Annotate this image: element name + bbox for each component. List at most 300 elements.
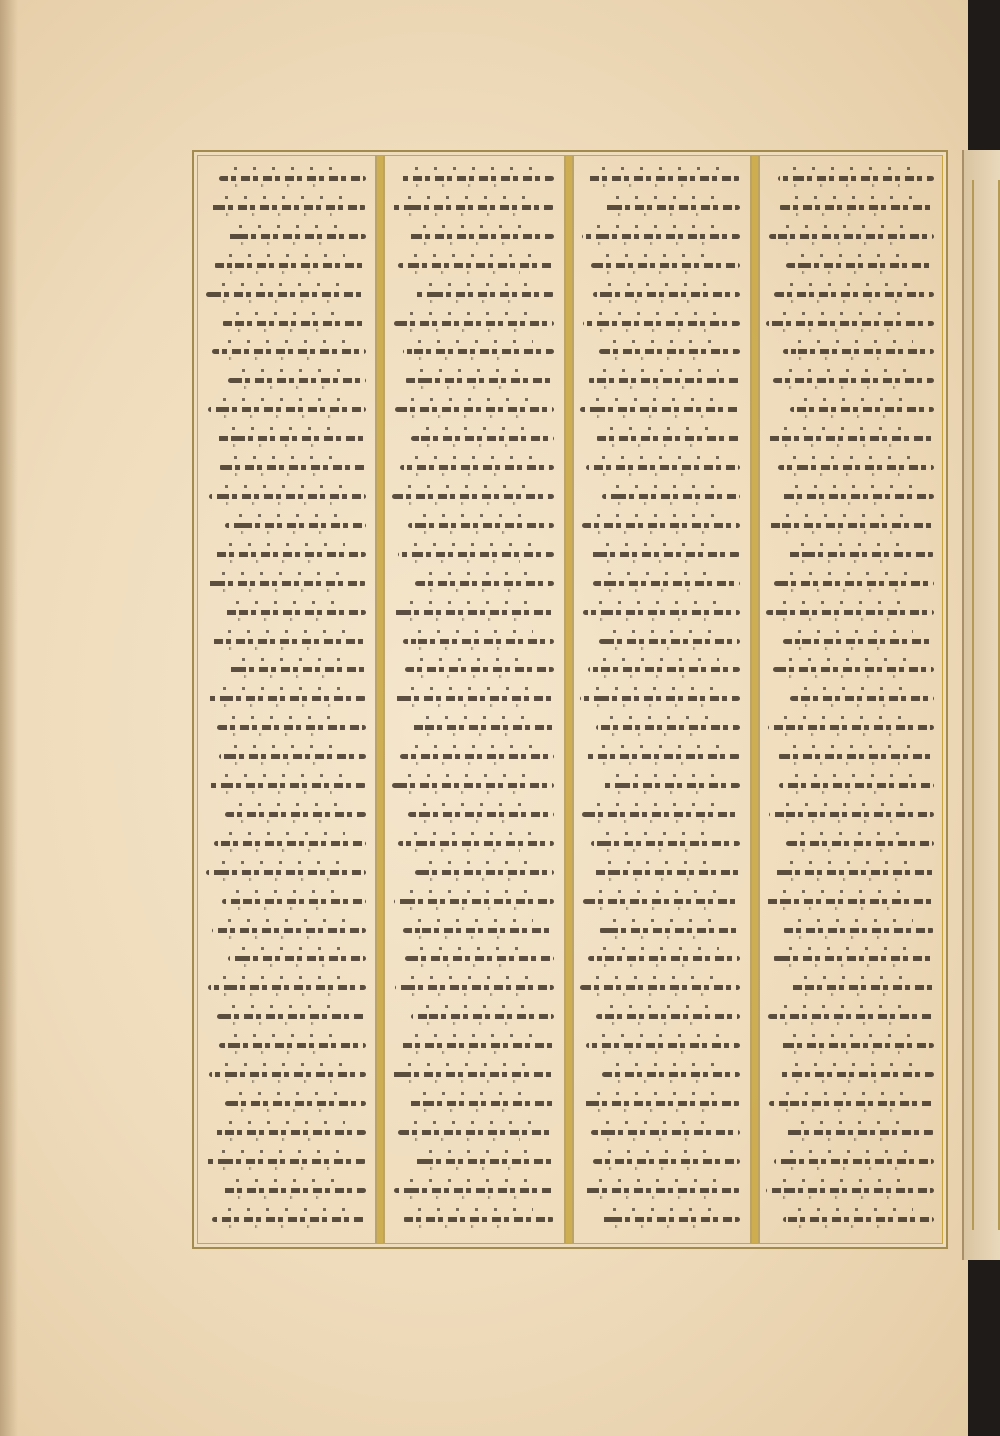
calligraphy-stroke (206, 870, 366, 875)
verse-line (206, 887, 366, 915)
calligraphy-stroke (582, 523, 740, 528)
calligraphy-stroke (779, 783, 934, 788)
calligraphy-stroke (405, 667, 554, 672)
verse-line (392, 193, 554, 221)
verse-line (766, 829, 934, 857)
calligraphy-stroke (582, 812, 740, 817)
calligraphy-stroke (214, 1130, 366, 1135)
text-column-4 (758, 156, 942, 1243)
verse-line (580, 511, 740, 539)
verse-line (392, 944, 554, 972)
verse-line (206, 858, 366, 886)
verse-line (392, 627, 554, 655)
calligraphy-stroke (225, 1101, 366, 1106)
verse-line (392, 395, 554, 423)
calligraphy-stroke (395, 985, 554, 990)
calligraphy-stroke (398, 552, 554, 557)
verse-line (206, 1176, 366, 1204)
calligraphy-stroke (392, 494, 554, 499)
calligraphy-stroke (415, 581, 554, 586)
calligraphy-stroke (408, 234, 554, 239)
calligraphy-stroke (602, 494, 740, 499)
verse-line (206, 771, 366, 799)
calligraphy-stroke (411, 725, 554, 730)
calligraphy-stroke (214, 841, 366, 846)
adjacent-page-rule (972, 180, 1000, 1230)
calligraphy-stroke (206, 292, 366, 297)
text-column-1 (198, 156, 374, 1243)
calligraphy-stroke (591, 1130, 740, 1135)
calligraphy-stroke (212, 639, 366, 644)
calligraphy-stroke (408, 812, 554, 817)
verse-line (766, 193, 934, 221)
calligraphy-stroke (596, 725, 740, 730)
calligraphy-stroke (786, 841, 934, 846)
verse-line (766, 1118, 934, 1146)
calligraphy-stroke (596, 1014, 740, 1019)
calligraphy-stroke (769, 812, 934, 817)
calligraphy-stroke (403, 349, 554, 354)
calligraphy-stroke (769, 234, 934, 239)
calligraphy-stroke (415, 1159, 554, 1164)
verse-line (580, 800, 740, 828)
calligraphy-stroke (394, 1188, 554, 1193)
verse-line (580, 309, 740, 337)
verse-line (392, 1002, 554, 1030)
calligraphy-stroke (400, 176, 554, 181)
calligraphy-stroke (209, 205, 366, 210)
verse-line (392, 482, 554, 510)
calligraphy-stroke (411, 1014, 554, 1019)
calligraphy-stroke (580, 696, 740, 701)
verse-line (206, 1031, 366, 1059)
verse-line (206, 511, 366, 539)
calligraphy-stroke (583, 1188, 740, 1193)
calligraphy-stroke (593, 870, 740, 875)
calligraphy-stroke (225, 812, 366, 817)
verse-line (206, 829, 366, 857)
calligraphy-stroke (225, 523, 366, 528)
calligraphy-stroke (398, 263, 554, 268)
calligraphy-stroke (219, 176, 366, 181)
calligraphy-stroke (580, 407, 740, 412)
verse-line (580, 1118, 740, 1146)
verse-line (580, 1060, 740, 1088)
calligraphy-stroke (778, 465, 934, 470)
verse-line (392, 655, 554, 683)
verse-line (766, 540, 934, 568)
calligraphy-stroke (208, 985, 366, 990)
calligraphy-stroke (222, 610, 366, 615)
calligraphy-stroke (219, 1043, 366, 1048)
verse-line (580, 771, 740, 799)
calligraphy-stroke (217, 436, 366, 441)
verse-line (392, 1176, 554, 1204)
verse-line (580, 858, 740, 886)
calligraphy-stroke (222, 899, 366, 904)
calligraphy-stroke (786, 263, 934, 268)
calligraphy-stroke (586, 1043, 740, 1048)
verse-line (392, 569, 554, 597)
calligraphy-stroke (405, 378, 554, 383)
verse-line (392, 771, 554, 799)
calligraphy-stroke (599, 349, 740, 354)
verse-line (580, 482, 740, 510)
verse-line (766, 742, 934, 770)
verse-line (392, 424, 554, 452)
calligraphy-stroke (779, 205, 934, 210)
verse-line (206, 713, 366, 741)
verse-line (766, 655, 934, 683)
calligraphy-stroke (394, 899, 554, 904)
verse-line (766, 511, 934, 539)
calligraphy-stroke (783, 1217, 934, 1222)
calligraphy-stroke (398, 841, 554, 846)
calligraphy-stroke (591, 552, 740, 557)
calligraphy-stroke (206, 1159, 366, 1164)
calligraphy-stroke (768, 1014, 934, 1019)
verse-line (206, 482, 366, 510)
calligraphy-stroke (228, 378, 366, 383)
verse-line (206, 944, 366, 972)
verse-line (392, 366, 554, 394)
adjacent-page-edge (962, 150, 1000, 1260)
calligraphy-stroke (392, 783, 554, 788)
calligraphy-stroke (599, 1217, 740, 1222)
calligraphy-stroke (779, 1072, 934, 1077)
verse-line (392, 453, 554, 481)
verse-line (392, 916, 554, 944)
verse-line (766, 1089, 934, 1117)
calligraphy-stroke (588, 378, 740, 383)
verse-line (580, 222, 740, 250)
calligraphy-stroke (580, 985, 740, 990)
verse-line (392, 598, 554, 626)
calligraphy-stroke (219, 465, 366, 470)
calligraphy-stroke (219, 754, 366, 759)
calligraphy-stroke (400, 465, 554, 470)
verse-line (766, 858, 934, 886)
verse-line (206, 1089, 366, 1117)
verse-line (766, 800, 934, 828)
verse-line (392, 280, 554, 308)
verse-line (580, 829, 740, 857)
verse-line (766, 251, 934, 279)
calligraphy-stroke (394, 610, 554, 615)
verse-line (206, 1002, 366, 1030)
verse-line (392, 540, 554, 568)
verse-line (206, 916, 366, 944)
verse-line (580, 540, 740, 568)
verse-line (206, 424, 366, 452)
calligraphy-stroke (593, 292, 740, 297)
verse-line (580, 280, 740, 308)
verse-line (206, 569, 366, 597)
verse-line (392, 684, 554, 712)
calligraphy-stroke (786, 1130, 934, 1135)
verse-line (206, 1060, 366, 1088)
calligraphy-stroke (773, 378, 934, 383)
calligraphy-stroke (415, 292, 554, 297)
verse-line (766, 887, 934, 915)
calligraphy-stroke (582, 1101, 740, 1106)
calligraphy-stroke (790, 696, 934, 701)
verse-line (580, 569, 740, 597)
verse-line (392, 1147, 554, 1175)
calligraphy-stroke (778, 754, 934, 759)
verse-line (580, 713, 740, 741)
verse-line (392, 1060, 554, 1088)
verse-line (580, 1002, 740, 1030)
verse-line (766, 366, 934, 394)
calligraphy-stroke (586, 465, 740, 470)
calligraphy-stroke (602, 783, 740, 788)
calligraphy-stroke (214, 263, 366, 268)
verse-line (766, 1176, 934, 1204)
verse-line (580, 337, 740, 365)
verse-line (392, 1031, 554, 1059)
calligraphy-stroke (768, 436, 934, 441)
verse-line (392, 511, 554, 539)
calligraphy-stroke (212, 349, 366, 354)
verse-line (206, 540, 366, 568)
calligraphy-stroke (209, 1072, 366, 1077)
calligraphy-stroke (769, 1101, 934, 1106)
verse-line (392, 222, 554, 250)
verse-line (766, 973, 934, 1001)
verse-line (766, 164, 934, 192)
verse-line (580, 684, 740, 712)
calligraphy-stroke (403, 639, 554, 644)
calligraphy-stroke (588, 956, 740, 961)
verse-line (580, 627, 740, 655)
calligraphy-stroke (591, 841, 740, 846)
calligraphy-stroke (212, 1217, 366, 1222)
calligraphy-stroke (405, 956, 554, 961)
calligraphy-stroke (783, 639, 934, 644)
verse-line (392, 1118, 554, 1146)
text-column-2 (384, 156, 562, 1243)
calligraphy-stroke (408, 1101, 554, 1106)
verse-line (580, 655, 740, 683)
verse-line (392, 713, 554, 741)
verse-line (766, 944, 934, 972)
verse-line (580, 424, 740, 452)
verse-line (580, 193, 740, 221)
calligraphy-stroke (583, 610, 740, 615)
verse-line (392, 337, 554, 365)
verse-line (206, 627, 366, 655)
calligraphy-stroke (400, 754, 554, 759)
calligraphy-stroke (212, 928, 366, 933)
verse-line (766, 482, 934, 510)
verse-line (206, 1147, 366, 1175)
calligraphy-stroke (228, 667, 366, 672)
calligraphy-stroke (774, 870, 934, 875)
verse-line (580, 395, 740, 423)
verse-line (766, 280, 934, 308)
verse-line (206, 193, 366, 221)
verse-line (766, 771, 934, 799)
calligraphy-stroke (602, 1072, 740, 1077)
calligraphy-stroke (395, 407, 554, 412)
calligraphy-stroke (209, 783, 366, 788)
verse-line (766, 916, 934, 944)
calligraphy-stroke (783, 349, 934, 354)
verse-line (206, 280, 366, 308)
verse-line (580, 1089, 740, 1117)
calligraphy-stroke (586, 754, 740, 759)
calligraphy-stroke (778, 1043, 934, 1048)
calligraphy-stroke (415, 870, 554, 875)
calligraphy-stroke (766, 610, 934, 615)
verse-line (580, 1147, 740, 1175)
calligraphy-stroke (209, 494, 366, 499)
verse-line (580, 887, 740, 915)
calligraphy-stroke (394, 321, 554, 326)
verse-line (766, 1002, 934, 1030)
calligraphy-stroke (217, 725, 366, 730)
calligraphy-stroke (217, 1014, 366, 1019)
page-gutter-shadow (0, 0, 18, 1436)
verse-line (580, 251, 740, 279)
calligraphy-stroke (222, 321, 366, 326)
verse-line (206, 453, 366, 481)
verse-line (766, 713, 934, 741)
verse-line (206, 800, 366, 828)
verse-line (580, 453, 740, 481)
verse-line (766, 222, 934, 250)
calligraphy-stroke (773, 956, 934, 961)
verse-line (766, 1147, 934, 1175)
calligraphy-stroke (786, 552, 934, 557)
calligraphy-stroke (766, 899, 934, 904)
verse-line (206, 1118, 366, 1146)
verse-line (206, 222, 366, 250)
calligraphy-stroke (783, 928, 934, 933)
calligraphy-stroke (588, 667, 740, 672)
calligraphy-stroke (774, 581, 934, 586)
verse-line (206, 598, 366, 626)
calligraphy-stroke (773, 667, 934, 672)
calligraphy-stroke (599, 639, 740, 644)
verse-line (206, 337, 366, 365)
verse-line (580, 1176, 740, 1204)
calligraphy-stroke (774, 1159, 934, 1164)
verse-line (392, 887, 554, 915)
verse-line (766, 424, 934, 452)
text-frame (192, 150, 948, 1249)
verse-line (766, 1205, 934, 1233)
verse-line (392, 742, 554, 770)
verse-line (206, 742, 366, 770)
verse-line (766, 627, 934, 655)
calligraphy-stroke (398, 1130, 554, 1135)
calligraphy-stroke (222, 1188, 366, 1193)
verse-line (392, 1205, 554, 1233)
verse-line (206, 164, 366, 192)
verse-line (766, 598, 934, 626)
calligraphy-stroke (206, 581, 366, 586)
calligraphy-stroke (403, 928, 554, 933)
calligraphy-stroke (400, 1043, 554, 1048)
calligraphy-stroke (586, 176, 740, 181)
verse-line (206, 1205, 366, 1233)
calligraphy-stroke (790, 985, 934, 990)
verse-line (580, 944, 740, 972)
verse-line (206, 251, 366, 279)
calligraphy-stroke (766, 321, 934, 326)
verse-line (206, 309, 366, 337)
calligraphy-stroke (599, 928, 740, 933)
calligraphy-stroke (392, 205, 554, 210)
calligraphy-stroke (774, 292, 934, 297)
calligraphy-stroke (593, 581, 740, 586)
verse-line (580, 742, 740, 770)
verse-line (766, 684, 934, 712)
verse-line (392, 164, 554, 192)
calligraphy-stroke (208, 407, 366, 412)
verse-line (392, 800, 554, 828)
verse-line (580, 916, 740, 944)
calligraphy-stroke (593, 1159, 740, 1164)
calligraphy-stroke (225, 234, 366, 239)
calligraphy-stroke (766, 1188, 934, 1193)
calligraphy-stroke (395, 696, 554, 701)
verse-line (392, 858, 554, 886)
verse-line (766, 337, 934, 365)
calligraphy-stroke (583, 321, 740, 326)
verse-line (766, 1060, 934, 1088)
verse-line (392, 251, 554, 279)
calligraphy-stroke (582, 234, 740, 239)
calligraphy-stroke (411, 436, 554, 441)
calligraphy-stroke (602, 205, 740, 210)
verse-line (206, 684, 366, 712)
verse-line (392, 973, 554, 1001)
verse-line (580, 1031, 740, 1059)
calligraphy-stroke (779, 494, 934, 499)
verse-line (766, 453, 934, 481)
calligraphy-stroke (228, 956, 366, 961)
calligraphy-stroke (208, 696, 366, 701)
verse-line (392, 829, 554, 857)
verse-line (206, 395, 366, 423)
calligraphy-stroke (769, 523, 934, 528)
verse-line (766, 1031, 934, 1059)
verse-line (766, 309, 934, 337)
calligraphy-stroke (403, 1217, 554, 1222)
text-column-3 (572, 156, 748, 1243)
verse-line (580, 366, 740, 394)
verse-line (392, 1089, 554, 1117)
calligraphy-stroke (591, 263, 740, 268)
calligraphy-stroke (583, 899, 740, 904)
verse-line (206, 655, 366, 683)
verse-line (206, 366, 366, 394)
calligraphy-stroke (768, 725, 934, 730)
verse-line (580, 973, 740, 1001)
verse-line (580, 1205, 740, 1233)
verse-line (766, 569, 934, 597)
calligraphy-stroke (790, 407, 934, 412)
calligraphy-stroke (596, 436, 740, 441)
verse-line (392, 309, 554, 337)
calligraphy-stroke (214, 552, 366, 557)
verse-line (206, 973, 366, 1001)
calligraphy-stroke (778, 176, 934, 181)
calligraphy-stroke (408, 523, 554, 528)
